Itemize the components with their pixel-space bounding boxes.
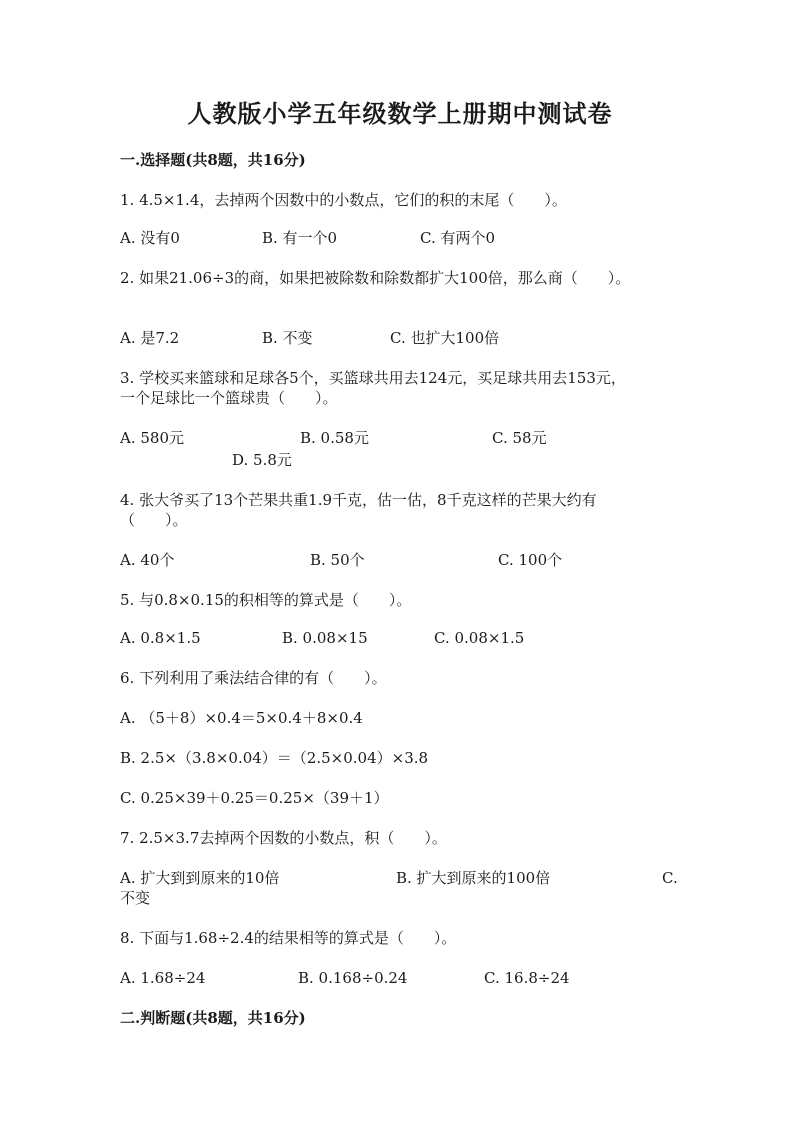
question-5-option-a: A. 0.8×1.5 bbox=[120, 629, 201, 647]
question-1-option-b: B. 有一个0 bbox=[262, 229, 338, 247]
question-6-option-c: C. 0.25×39＋0.25＝0.25×（39＋1） bbox=[120, 789, 389, 807]
question-3-option-a: A. 580元 bbox=[120, 429, 184, 447]
question-5-option-b: B. 0.08×15 bbox=[282, 629, 368, 647]
question-4-option-a: A. 40个 bbox=[120, 551, 175, 569]
question-4-option-c: C. 100个 bbox=[498, 551, 563, 569]
question-4-text-line-2: （ ）。 bbox=[120, 511, 188, 529]
question-5-option-c: C. 0.08×1.5 bbox=[434, 629, 525, 647]
question-5-text: 5. 与0.8×0.15的积相等的算式是（ ）。 bbox=[120, 591, 412, 609]
question-2-option-c: C. 也扩大100倍 bbox=[390, 329, 500, 347]
question-3-option-b: B. 0.58元 bbox=[300, 429, 369, 447]
question-7-option-c-continued: 不变 bbox=[120, 889, 151, 907]
question-4-text-line-1: 4. 张大爷买了13个芒果共重1.9千克，估一估，8千克这样的芒果大约有 bbox=[120, 491, 597, 509]
section-heading-choice: 一.选择题(共8题，共16分) bbox=[120, 151, 306, 169]
question-8-option-a: A. 1.68÷24 bbox=[120, 969, 206, 987]
question-2-option-a: A. 是7.2 bbox=[120, 329, 180, 347]
question-3-text-line-2: 一个足球比一个篮球贵（ ）。 bbox=[120, 389, 338, 407]
question-1-option-c: C. 有两个0 bbox=[420, 229, 496, 247]
question-6-text: 6. 下列利用了乘法结合律的有（ ）。 bbox=[120, 669, 387, 687]
question-7-text: 7. 2.5×3.7去掉两个因数的小数点，积（ ）。 bbox=[120, 829, 447, 847]
question-2-option-b: B. 不变 bbox=[262, 329, 313, 347]
question-8-option-b: B. 0.168÷0.24 bbox=[298, 969, 408, 987]
question-3-option-d: D. 5.8元 bbox=[232, 451, 292, 469]
question-7-option-c: C. bbox=[662, 869, 678, 887]
question-3-text-line-1: 3. 学校买来篮球和足球各5个，买篮球共用去124元，买足球共用去153元， bbox=[120, 369, 626, 387]
question-2-text: 2. 如果21.06÷3的商，如果把被除数和除数都扩大100倍，那么商（ ）。 bbox=[120, 269, 631, 287]
page-title: 人教版小学五年级数学上册期中测试卷 bbox=[187, 99, 613, 128]
question-8-text: 8. 下面与1.68÷2.4的结果相等的算式是（ ）。 bbox=[120, 929, 457, 947]
question-4-option-b: B. 50个 bbox=[310, 551, 365, 569]
question-6-option-b: B. 2.5×（3.8×0.04）＝（2.5×0.04）×3.8 bbox=[120, 749, 429, 767]
question-7-option-b: B. 扩大到原来的100倍 bbox=[396, 869, 551, 887]
section-heading-judgment: 二.判断题(共8题，共16分) bbox=[120, 1009, 306, 1027]
question-6-option-a: A. （5＋8）×0.4＝5×0.4＋8×0.4 bbox=[120, 709, 363, 727]
question-8-option-c: C. 16.8÷24 bbox=[484, 969, 570, 987]
question-1-text: 1. 4.5×1.4，去掉两个因数中的小数点，它们的积的末尾（ ）。 bbox=[120, 191, 567, 209]
question-1-option-a: A. 没有0 bbox=[120, 229, 180, 247]
question-3-option-c: C. 58元 bbox=[492, 429, 547, 447]
question-7-option-a: A. 扩大到到原来的10倍 bbox=[120, 869, 280, 887]
